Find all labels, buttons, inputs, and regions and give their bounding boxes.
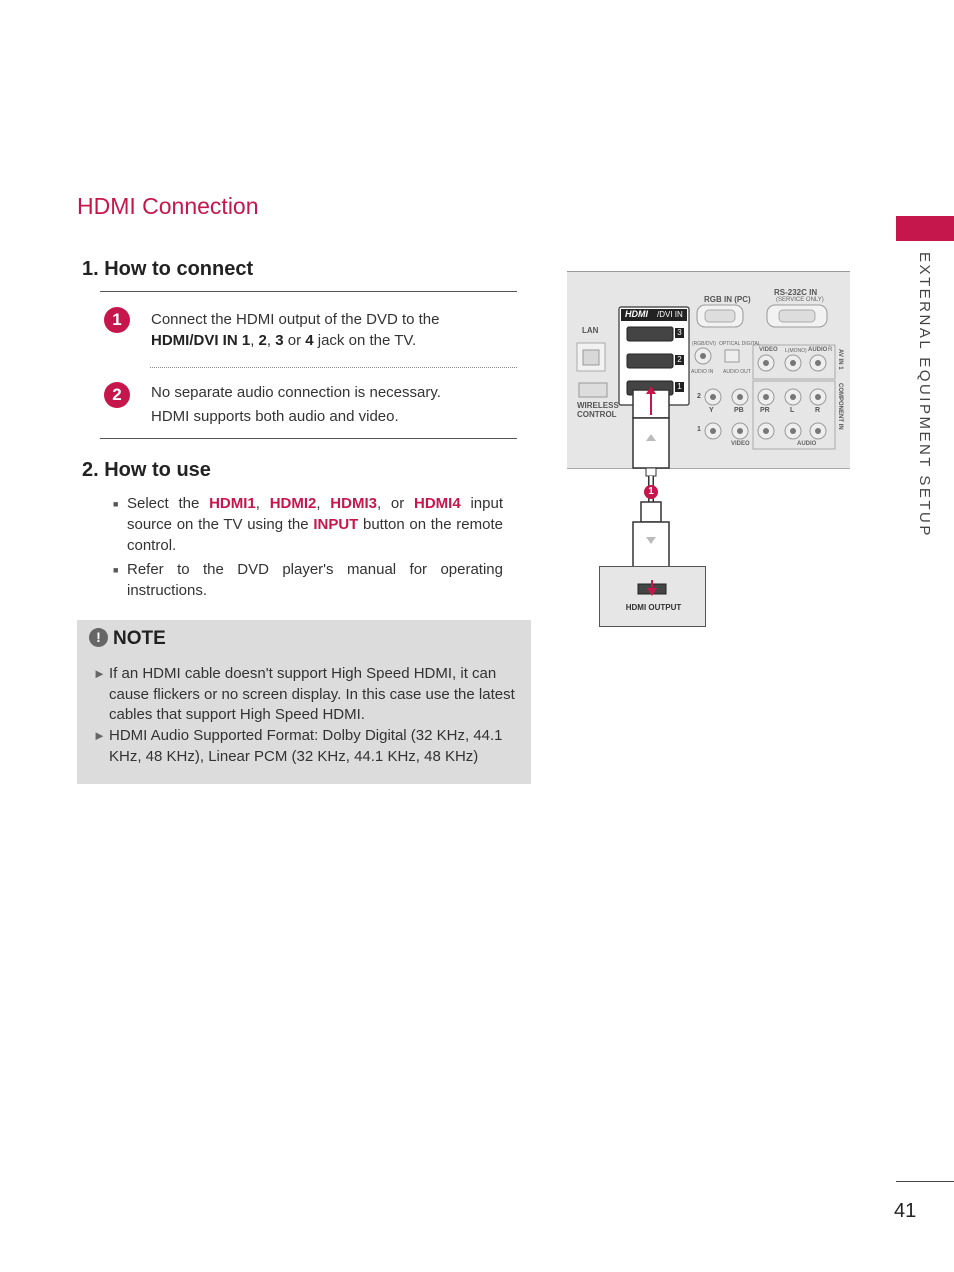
- wireless-control-label: WIRELESS CONTROL: [577, 401, 619, 419]
- section-bottom-rule: [100, 438, 517, 439]
- hdmi-port-1-label: 1: [677, 382, 682, 391]
- bullet-icon: ■: [113, 565, 119, 575]
- dvi-in-label: /DVI IN: [657, 310, 683, 319]
- audio-out-label: AUDIO OUT: [723, 369, 751, 375]
- rs232-label: RS-232C IN: [774, 288, 818, 297]
- section-side-label: EXTERNAL EQUIPMENT SETUP: [916, 252, 933, 538]
- pr-label: PR: [760, 407, 770, 414]
- how-to-use-heading: 2. How to use: [82, 459, 211, 481]
- optical-digital-label: OPTICAL DIGITAL: [719, 341, 761, 347]
- step-2-text: No separate audio connection is necessary. HDMI supports both audio and video.: [151, 384, 441, 425]
- note-box: [77, 620, 531, 784]
- page-title: HDMI Connection: [77, 193, 259, 219]
- rgb-dvi-label: (RGB/DVI): [692, 341, 716, 347]
- hdmi-port-2-label: 2: [677, 355, 682, 364]
- bullet-icon: ■: [113, 499, 119, 509]
- step-1-badge: 1: [104, 307, 130, 333]
- hdmi-output-label: HDMI OUTPUT: [625, 603, 682, 612]
- hdmi-output-port: [600, 567, 707, 597]
- lan-label: LAN: [582, 326, 599, 335]
- page-number: 41: [894, 1200, 917, 1222]
- hdmi-cable: [620, 385, 690, 585]
- callout-1-badge: 1: [644, 485, 658, 499]
- step-divider: [150, 367, 517, 368]
- bullet-select-input: ■ Select the HDMI1, HDMI2, HDMI3, or HDMI4 input source on the TV using the INPUT button on the remote control.: [113, 495, 503, 554]
- page-number-rule: [896, 1181, 954, 1182]
- audio-in-label: AUDIO IN: [691, 369, 714, 375]
- av-r-label: R: [828, 347, 833, 353]
- hdmi-port-3-label: 3: [677, 328, 682, 337]
- y-label: Y: [709, 407, 714, 414]
- pb-label: PB: [734, 407, 744, 414]
- l-label: L: [790, 407, 795, 414]
- r-label: R: [815, 407, 821, 414]
- warning-icon: !: [89, 628, 108, 647]
- note-title: NOTE: [113, 628, 166, 649]
- step-1-text: Connect the HDMI output of the DVD to the HDMI/DVI IN 1, 2, 3 or 4 jack on the TV.: [151, 311, 440, 349]
- row-2-label: 2: [697, 393, 701, 400]
- av-audio-label: AUDIO: [808, 347, 828, 353]
- av-in-1-label: AV IN 1: [837, 349, 843, 370]
- note-item-1: ► If an HDMI cable doesn't support High Speed HDMI, it can cause flickers or no screen display. In this case use the latest cables that support High Speed HDMI.: [93, 665, 515, 723]
- component-audio-label: AUDIO: [797, 441, 817, 447]
- bullet-refer-manual: ■ Refer to the DVD player's manual for operating instructions.: [113, 561, 503, 599]
- row-1-label: 1: [697, 426, 701, 433]
- component-in-label: COMPONENT IN: [837, 383, 843, 430]
- dvd-player-box: [599, 566, 706, 627]
- arrow-icon: ►: [93, 666, 106, 681]
- note-item-2: ► HDMI Audio Supported Format: Dolby Digital (32 KHz, 44.1 KHz, 48 KHz), Linear PCM (32 KHz, 44.1 KHz, 48 KHz): [93, 727, 503, 765]
- section-side-tab: [896, 216, 954, 241]
- arrow-icon: ►: [93, 728, 106, 743]
- rgb-in-label: RGB IN (PC): [704, 295, 751, 304]
- av-video-label: VIDEO: [759, 347, 778, 353]
- service-only-label: (SERVICE ONLY): [776, 297, 824, 303]
- tv-rear-panel: [567, 271, 850, 469]
- mono-label: L(MONO): [785, 348, 807, 354]
- step-2-badge: 2: [104, 382, 130, 408]
- component-video-label: VIDEO: [731, 441, 750, 447]
- how-to-connect-heading: 1. How to connect: [82, 258, 254, 280]
- hdmi-logo: HDMI: [625, 309, 648, 319]
- section-top-rule: [100, 291, 517, 292]
